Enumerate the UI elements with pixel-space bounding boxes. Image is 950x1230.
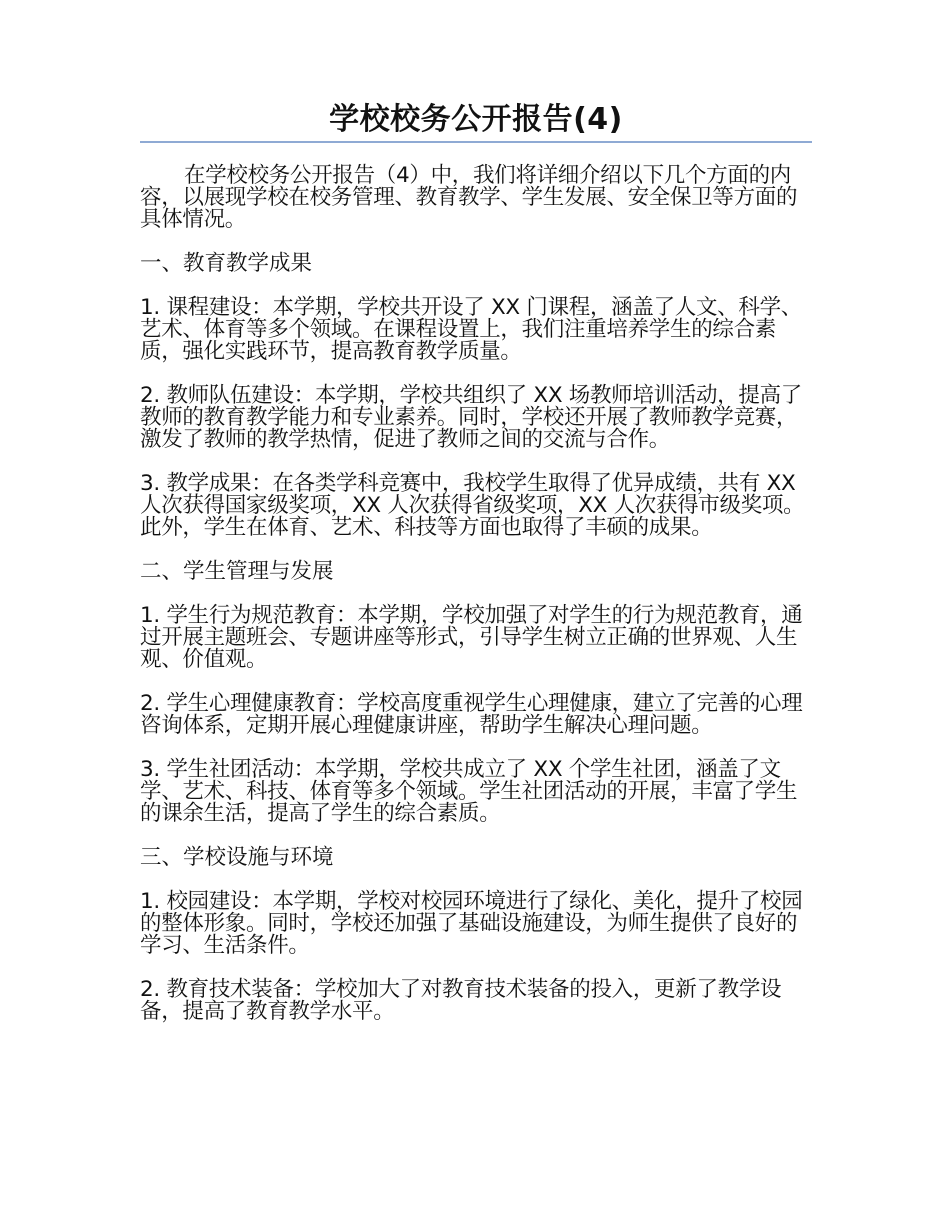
section-student-management <box>140 561 812 825</box>
section-heading: 二、学生管理与发展 <box>140 559 334 584</box>
paragraph-behavior-education: 1. 学生行为规范教育：本学期，学校加强了对学生的行为规范教育，通过开展主题班会、专题讲座等形式，引导学生树立正确的世界观、人生观、价值观。 <box>140 603 803 672</box>
document-page <box>140 100 812 1045</box>
paragraph-campus-construction: 1. 校园建设：本学期，学校对校园环境进行了绿化、美化，提升了校园的整体形象。同时，学校还加强了基础设施建设，为师生提供了良好的学习、生活条件。 <box>140 889 803 958</box>
paragraph-teacher-team: 2. 教师队伍建设：本学期，学校共组织了 XX 场教师培训活动，提高了教师的教育教学能力和专业素养。同时，学校还开展了教师教学竞赛，激发了教师的教学热情，促进了教师之间的交流与合作。 <box>140 383 802 452</box>
paragraph-mental-health: 2. 学生心理健康教育：学校高度重视学生心理健康，建立了完善的心理咨询体系，定期开展心理健康讲座，帮助学生解决心理问题。 <box>140 691 803 738</box>
paragraph-teaching-achievements: 3. 教学成果：在各类学科竞赛中，我校学生取得了优异成绩，共有 XX 人次获得国家级奖项，XX 人次获得省级奖项，XX 人次获得市级奖项。此外，学生在体育、艺术、科技等方面也取得了丰硕的成果。 <box>140 471 805 540</box>
paragraph-student-clubs: 3. 学生社团活动：本学期，学校共成立了 XX 个学生社团，涵盖了文学、艺术、科技、体育等多个领域。学生社团活动的开展，丰富了学生的课余生活，提高了学生的综合素质。 <box>140 757 798 826</box>
section-heading: 一、教育教学成果 <box>140 251 313 276</box>
paragraph-edu-tech-equipment: 2. 教育技术装备：学校加大了对教育技术装备的投入，更新了教学设备，提高了教育教学水平。 <box>140 977 782 1024</box>
section-teaching-results <box>140 253 812 539</box>
document-title: 学校校务公开报告(4) <box>140 100 812 143</box>
section-facilities <box>140 847 812 1023</box>
intro-paragraph: 在学校校务公开报告（4）中，我们将详细介绍以下几个方面的内容，以展现学校在校务管理、教育教学、学生发展、安全保卫等方面的具体情况。 <box>140 163 798 232</box>
section-heading: 三、学校设施与环境 <box>140 845 334 870</box>
paragraph-course-construction: 1. 课程建设：本学期，学校共开设了 XX 门课程，涵盖了人文、科学、艺术、体育等多个领域。在课程设置上，我们注重培养学生的综合素质，强化实践环节，提高教育教学质量。 <box>140 295 802 364</box>
